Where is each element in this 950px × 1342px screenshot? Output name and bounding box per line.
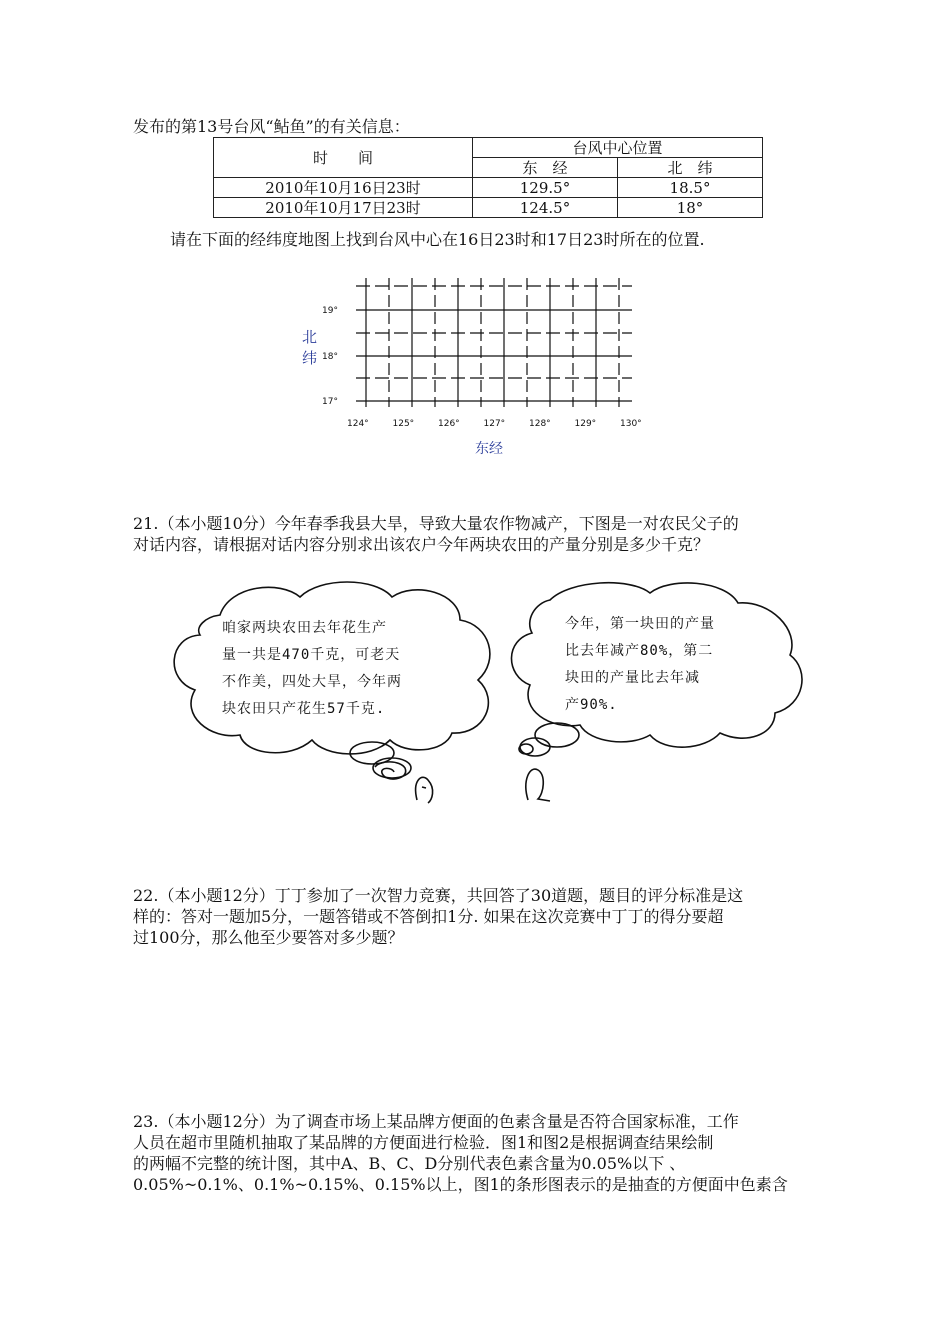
thought-circle xyxy=(535,723,579,747)
table-header-north: 北 纬 xyxy=(618,158,763,178)
table-row xyxy=(214,198,763,218)
lat-tick-label: 19° xyxy=(322,306,338,316)
bubble-line: 不作美，四处大旱，今年两 xyxy=(222,674,402,690)
map-y-label-lat: 纬 xyxy=(302,349,318,367)
bubble-line: 咱家两块农田去年花生产 xyxy=(222,620,387,636)
table-row xyxy=(214,178,763,198)
table-header-east: 东 经 xyxy=(473,158,618,178)
q22-line: 22.（本小题12分）丁丁参加了一次智力竞赛，共回答了30道题，题目的评分标准是这 xyxy=(133,886,744,905)
bubble-line: 量一共是470千克，可老天 xyxy=(222,647,401,663)
q23-line: 23.（本小题12分）为了调查市场上某品牌方便面的色素含量是否符合国家标准，工作 xyxy=(133,1112,739,1131)
table-cell-time: 2010年10月16日23时 xyxy=(214,178,473,198)
table-cell-east: 129.5° xyxy=(473,178,618,198)
lon-tick-label: 127° xyxy=(483,419,506,429)
table-cell-time: 2010年10月17日23时 xyxy=(214,198,473,218)
father-figure-icon xyxy=(416,777,433,803)
map-x-label: 东经 xyxy=(475,441,503,457)
lon-tick-label: 125° xyxy=(392,419,415,429)
q23-line: 人员在超市里随机抽取了某品牌的方便面进行检验．图1和图2是根据调查结果绘制 xyxy=(133,1133,714,1152)
lon-tick-label: 129° xyxy=(574,419,597,429)
q22-text xyxy=(133,885,845,948)
bubble-line: 块田的产量比去年减 xyxy=(565,670,700,686)
bubble-line: 产90%. xyxy=(565,697,618,713)
table-header-time: 时 间 xyxy=(214,138,473,178)
bubble-line: 块农田只产花生57千克. xyxy=(222,701,386,717)
typhoon-table xyxy=(213,137,763,218)
bubble-line: 比去年减产80%，第二 xyxy=(565,643,714,659)
lon-tick-label: 124° xyxy=(347,419,369,429)
q23-text xyxy=(133,1111,845,1195)
q22-line: 过100分，那么他至少要答对多少题？ xyxy=(133,928,404,947)
lon-tick-label: 130° xyxy=(620,419,642,429)
face-mark xyxy=(422,787,426,788)
lat-lon-grid-map xyxy=(280,270,660,465)
left-bubble-text xyxy=(222,615,402,723)
right-bubble-text xyxy=(565,611,715,719)
table-header-position: 台风中心位置 xyxy=(473,138,763,158)
lat-tick-label: 17° xyxy=(322,397,338,407)
map-y-label-north: 北 xyxy=(302,328,318,346)
lat-tick-label: 18° xyxy=(322,352,338,362)
q23-line: 的两幅不完整的统计图，其中A、B、C、D分别代表色素含量为0.05%以下 、 xyxy=(133,1154,686,1173)
table-cell-north: 18.5° xyxy=(618,178,763,198)
table-cell-north: 18° xyxy=(618,198,763,218)
table-cell-east: 124.5° xyxy=(473,198,618,218)
q22-line: 样的：答对一题加5分，一题答错或不答倒扣1分. 如果在这次竞赛中丁丁的得分要超 xyxy=(133,907,724,926)
intro-line: 发布的第13号台风“鲇鱼”的有关信息： xyxy=(133,117,410,136)
bubble-line: 今年，第一块田的产量 xyxy=(565,616,715,632)
son-figure-icon xyxy=(526,769,550,801)
lon-tick-label: 128° xyxy=(529,419,551,429)
q21-line: 对话内容，请根据对话内容分别求出该农户今年两块农田的产量分别是多少千克？ xyxy=(133,535,710,554)
lon-tick-label: 126° xyxy=(438,419,460,429)
q23-line: 0.05%~0.1%、0.1%~0.15%、0.15%以上，图1的条形图表示的是抽查的方便面中色素含 xyxy=(133,1175,788,1194)
instruction-line: 请在下面的经纬度地图上找到台风中心在16日23时和17日23时所在的位置. xyxy=(170,230,705,249)
q21-text xyxy=(133,513,845,555)
q21-line: 21.（本小题10分）今年春季我县大旱，导致大量农作物减产，下图是一对农民父子的 xyxy=(133,514,739,533)
